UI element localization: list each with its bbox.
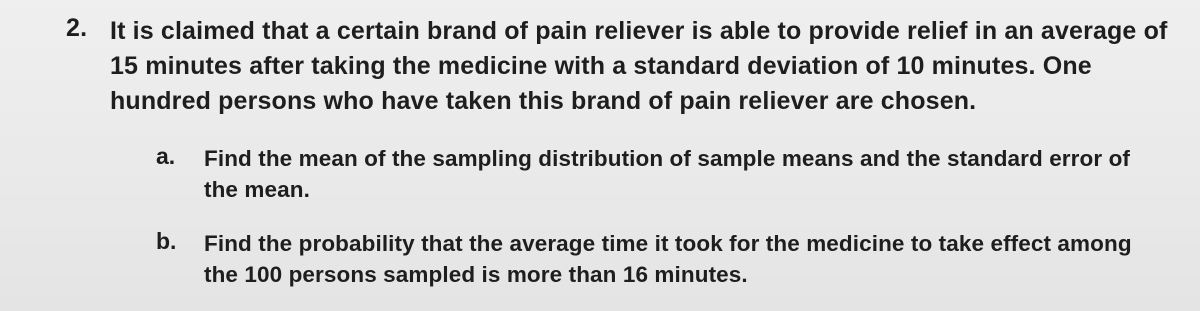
problem-number: 2. [66, 14, 88, 42]
part-b-label: b. [156, 228, 177, 254]
part-a-label: a. [156, 143, 176, 169]
problem-statement: It is claimed that a certain brand of pain reliever is able to provide relief in an average of 15 minutes after taking the medicine with a standard deviation of 10 minutes. One hundred persons who have taken this brand of pain reliever are chosen. [110, 17, 1168, 115]
part-b-text: Find the probability that the average time it took for the medicine to take effect among the 100 persons sampled is more than 16 minutes. [204, 231, 1132, 287]
part-a-text: Find the mean of the sampling distribution of sample means and the standard error of the mean. [204, 146, 1131, 202]
